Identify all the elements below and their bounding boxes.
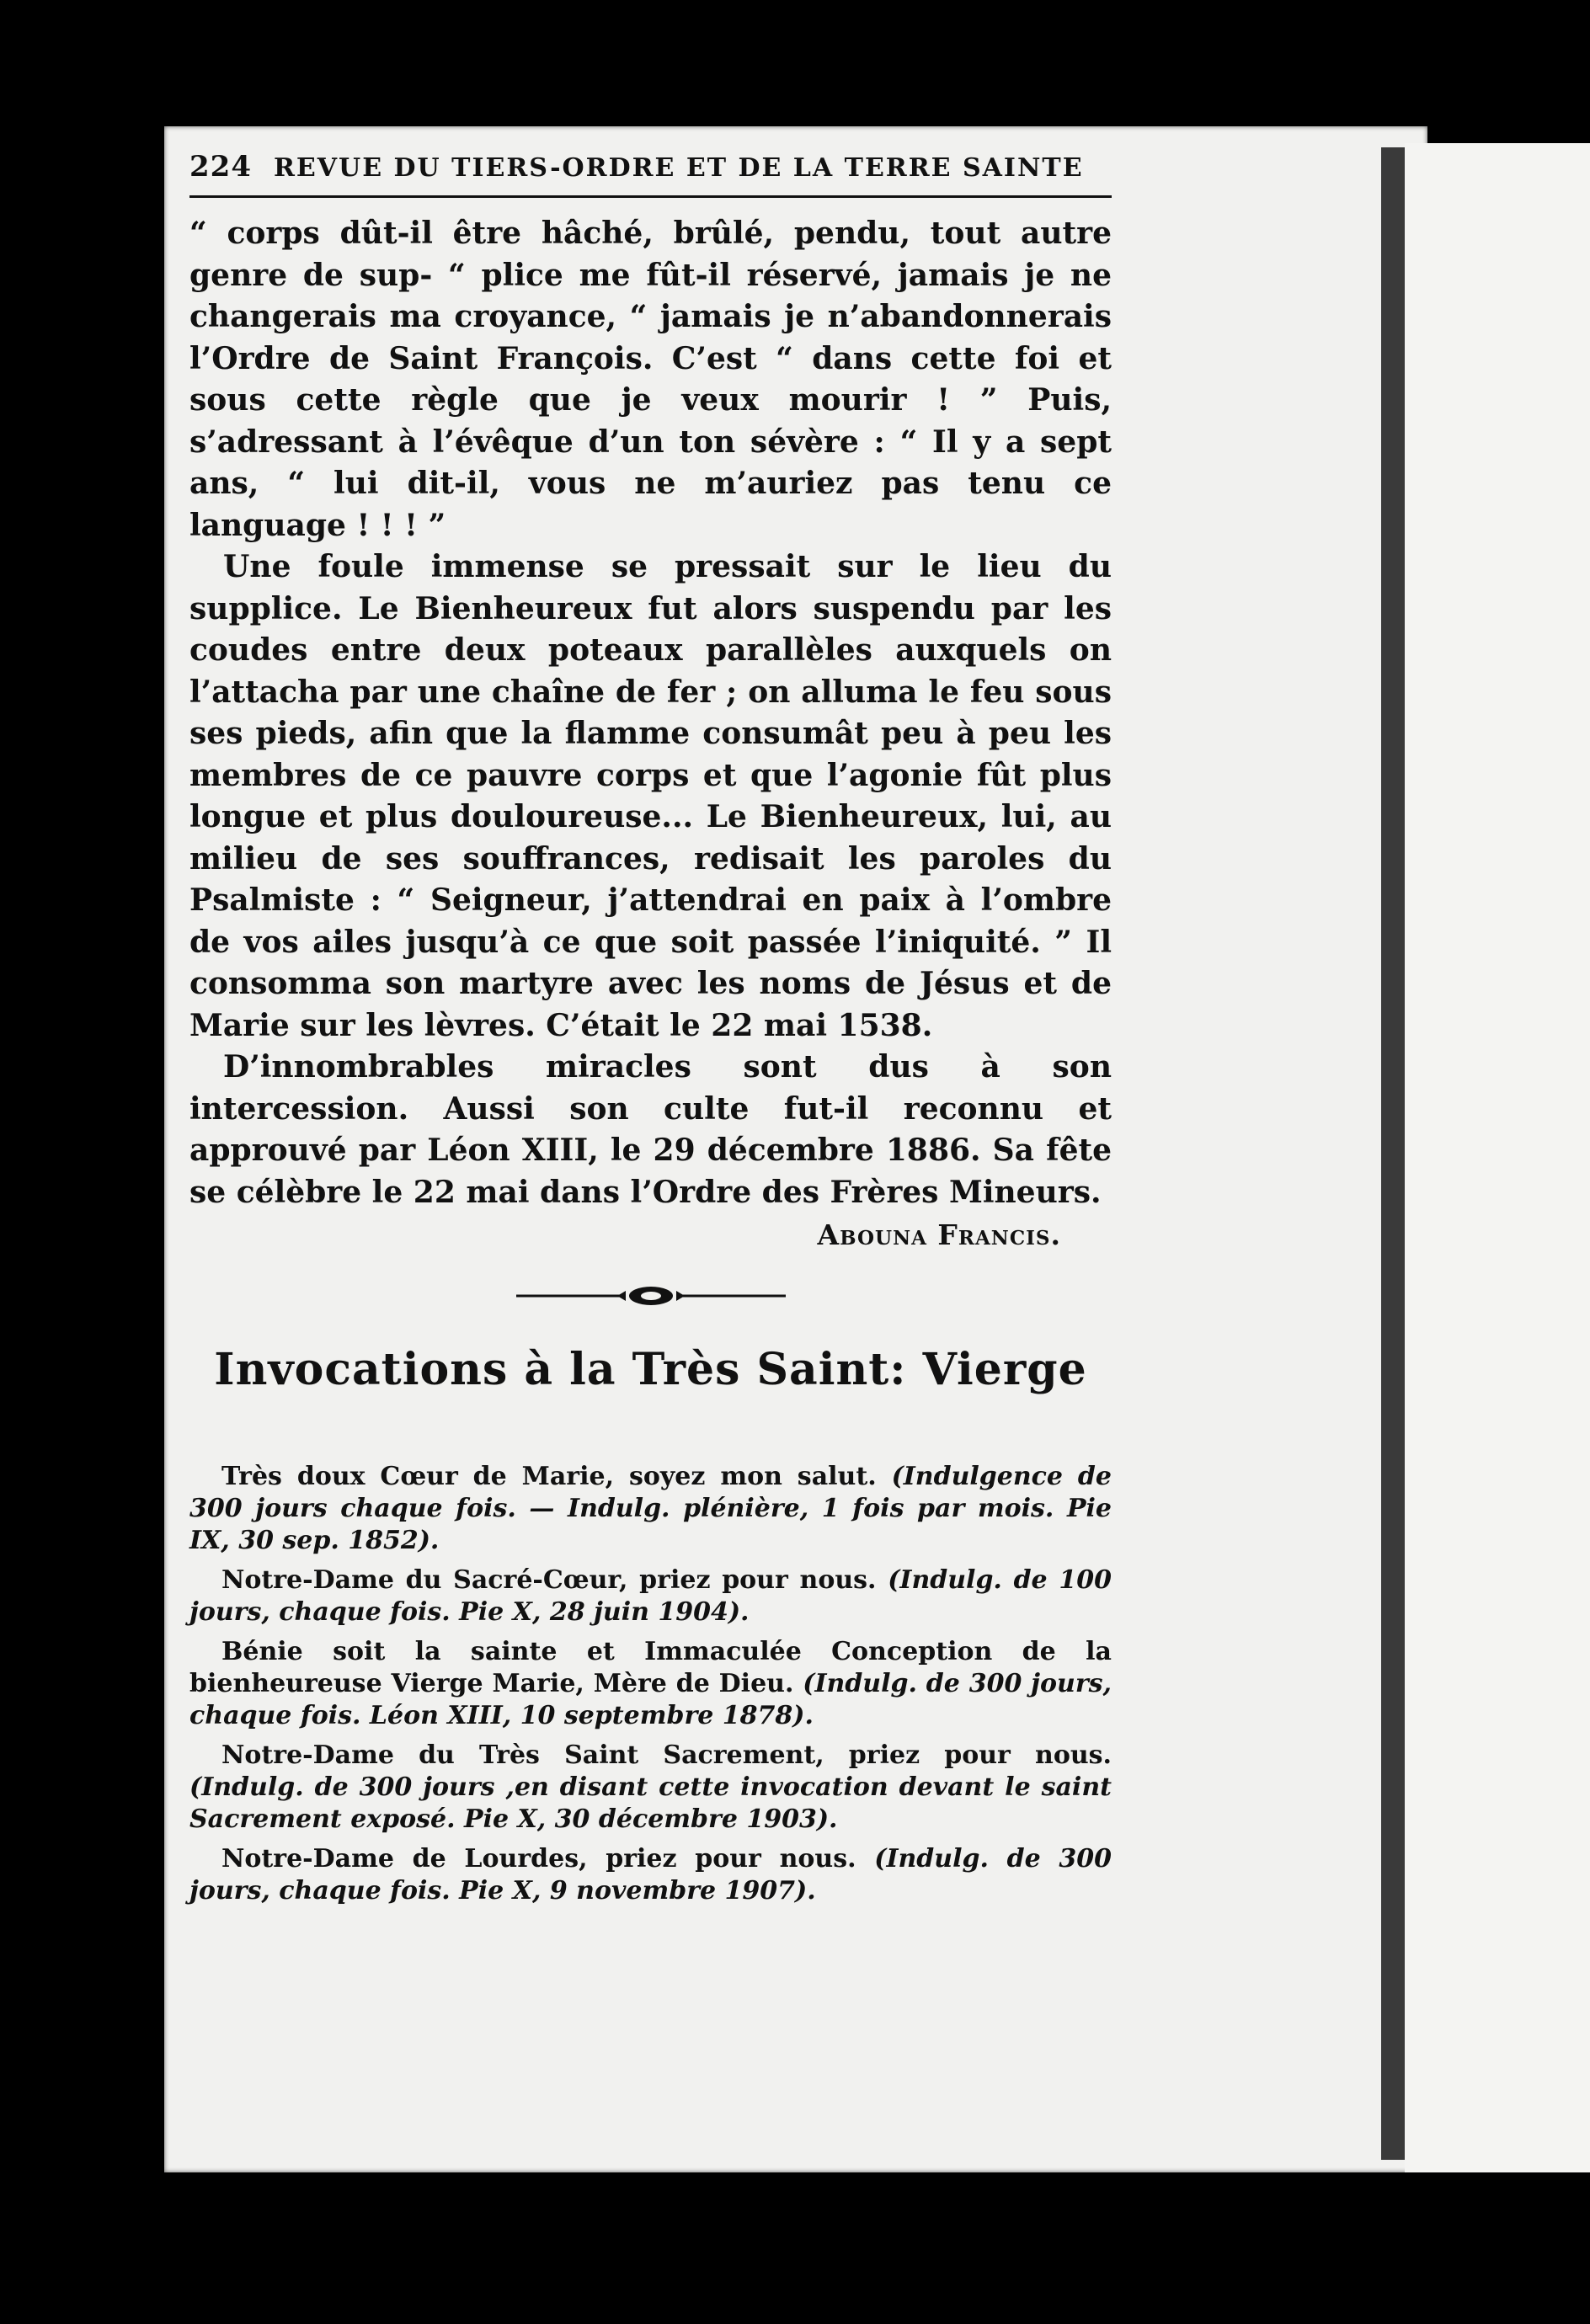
divider-ornament (516, 1283, 786, 1309)
author-signature: Abouna Francis. (817, 1218, 1061, 1251)
page-content (189, 150, 1112, 1915)
list-item: Notre-Dame du Très Saint Sacrement, priez pour nous. (Indulg. de 300 jours ,en disant cette invocation devant le saint Sacrement exposé. Pie X, 30 décembre 1903). (189, 1740, 1112, 1834)
section-title: Invocations à la Très Saint: Vierge (214, 1344, 1087, 1395)
invocations-list (189, 1461, 1112, 1907)
list-item: Bénie soit la sainte et Immaculée Conception de la bienheureuse Vierge Marie, Mère de Dieu. (Indulg. de 300 jours, chaque fois. Léon XIII, 10 septembre 1878). (189, 1637, 1112, 1730)
list-item: Notre-Dame du Sacré-Cœur, priez pour nous. (Indulg. de 100 jours, chaque fois. Pie X, 28 juin 1904). (189, 1565, 1112, 1627)
list-item: Notre-Dame de Lourdes, priez pour nous. (Indulg. de 300 jours, chaque fois. Pie X, 9 novembre 1907). (189, 1844, 1112, 1906)
article-body (189, 213, 1112, 1213)
list-item: Très doux Cœur de Marie, soyez mon salut. (Indulgence de 300 jours chaque fois. — Indulg. plénière, 1 fois par mois. Pie IX, 30 sep. 1852). (189, 1462, 1112, 1555)
paragraph: “ corps dût-il être hâché, brûlé, pendu, tout autre genre de sup- “ plice me fût-il réservé, jamais je ne changerais ma croyance, “ jamais je n’abandonnerais l’Ordre de Saint François. C’est “ dans cette foi et sous cette règle que je veux mourir ! ” Puis, s’adressant à l’évêque d’un ton sévère : “ Il y a sept ans, “ lui dit-il, vous ne m’auriez pas tenu ce language ! ! ! ” (189, 216, 1112, 543)
adjacent-page-edge (1405, 143, 1590, 2172)
running-header (189, 150, 1112, 198)
running-title: REVUE DU TIERS-ORDRE ET DE LA TERRE SAINTE (273, 153, 1084, 183)
paragraph: Une foule immense se pressait sur le lieu du supplice. Le Bienheureux fut alors suspendu par les coudes entre deux poteaux parallèles auxquels on l’attacha par une chaîne de fer ; on alluma le feu sous ses pieds, afin que la flamme consumât peu à peu les membres de ce pauvre corps et que l’agonie fût plus longue et plus douloureuse... Le Bienheureux, lui, au milieu de ses souffrances, redisait les paroles du Psalmiste : “ Seigneur, j’attendrai en paix à l’ombre de vos ailes jusqu’à ce que soit passée l’iniquité. ” Il consomma son martyre avec les noms de Jésus et de Marie sur les lèvres. C’était le 22 mai 1538. (189, 549, 1112, 1043)
page-number: 224 (189, 150, 252, 184)
book-spine (1381, 147, 1405, 2160)
paragraph: D’innombrables miracles sont dus à son intercession. Aussi son culte fut-il reconnu et approuvé par Léon XIII, le 29 décembre 1886. Sa fête se célèbre le 22 mai dans l’Ordre des Frères Mineurs. (189, 1049, 1112, 1210)
